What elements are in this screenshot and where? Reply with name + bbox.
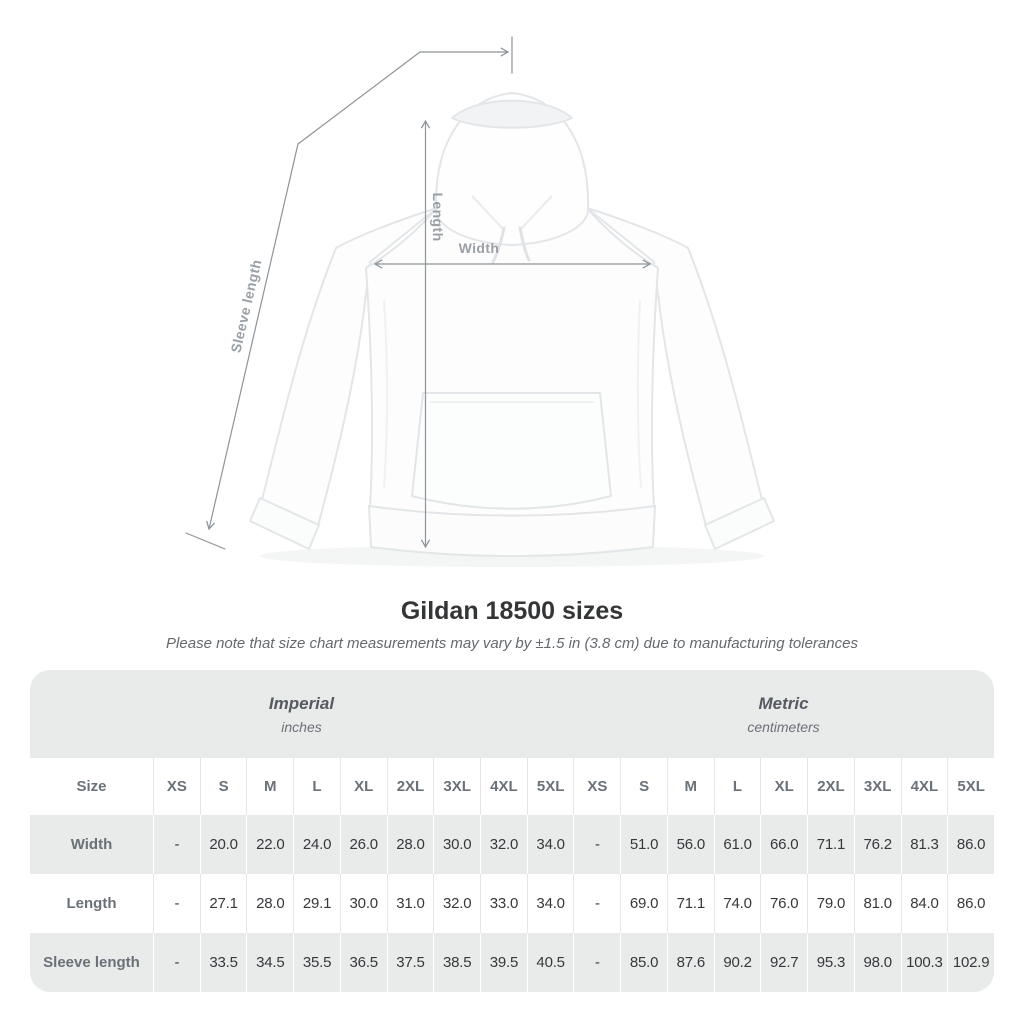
value-cell: 81.3 [901, 815, 948, 874]
value-cell: 33.5 [200, 933, 247, 992]
value-cell: 34.5 [246, 933, 293, 992]
chart-heading [0, 597, 1024, 652]
value-cell: 92.7 [760, 933, 807, 992]
value-cell: 28.0 [246, 874, 293, 933]
value-cell: 29.1 [293, 874, 340, 933]
value-cell: 27.1 [200, 874, 247, 933]
value-cell: 22.0 [246, 815, 293, 874]
size-header-cell: XS [153, 758, 200, 815]
value-cell: 34.0 [527, 815, 574, 874]
value-cell: 74.0 [714, 874, 761, 933]
size-header-cell: S [620, 758, 667, 815]
metric-unit-label: centimeters [747, 718, 820, 735]
size-header-cell: 2XL [387, 758, 434, 815]
size-header-cell: 3XL [433, 758, 480, 815]
size-header-cell: 5XL [527, 758, 574, 815]
width-label: Width [458, 240, 500, 256]
value-cell: 86.0 [947, 815, 994, 874]
size-table [30, 670, 994, 992]
table-row-sleeve-length [30, 933, 994, 992]
value-cell: 32.0 [433, 874, 480, 933]
value-cell: 35.5 [293, 933, 340, 992]
value-cell: 26.0 [340, 815, 387, 874]
size-header-cell: L [293, 758, 340, 815]
size-header-row [30, 758, 994, 815]
size-header-cell: 4XL [901, 758, 948, 815]
size-header-cell: 3XL [854, 758, 901, 815]
value-cell: 61.0 [714, 815, 761, 874]
value-cell: 28.0 [387, 815, 434, 874]
size-header-cell: XL [760, 758, 807, 815]
metric-label: Metric [758, 693, 809, 713]
hoodie-hood-opening [452, 101, 572, 128]
row-label: Width [70, 836, 113, 853]
value-cell: 56.0 [667, 815, 714, 874]
value-cell: 95.3 [807, 933, 854, 992]
value-cell: 36.5 [340, 933, 387, 992]
size-header-cell: M [667, 758, 714, 815]
hoodie-pocket [412, 393, 611, 509]
length-label: Length [430, 192, 446, 242]
value-cell: 31.0 [387, 874, 434, 933]
imperial-unit-label: inches [281, 718, 322, 735]
size-header-cell: XS [573, 758, 620, 815]
value-cell: 86.0 [947, 874, 994, 933]
value-cell: - [153, 815, 200, 874]
value-cell: 40.5 [527, 933, 574, 992]
value-cell: 84.0 [901, 874, 948, 933]
value-cell: - [153, 933, 200, 992]
size-header-cell: L [714, 758, 761, 815]
metric-group-header [573, 670, 994, 758]
value-cell: 87.6 [667, 933, 714, 992]
value-cell: 66.0 [760, 815, 807, 874]
value-cell: 76.0 [760, 874, 807, 933]
value-cell: 38.5 [433, 933, 480, 992]
value-cell: 30.0 [340, 874, 387, 933]
size-header-cell: S [200, 758, 247, 815]
row-label: Sleeve length [43, 954, 140, 971]
size-header-cell: XL [340, 758, 387, 815]
table-row-length [30, 874, 994, 933]
value-cell: 98.0 [854, 933, 901, 992]
value-cell: 76.2 [854, 815, 901, 874]
size-corner-header: Size [76, 778, 107, 795]
table-row-width [30, 815, 994, 874]
value-cell: 34.0 [527, 874, 574, 933]
sleeve-length-label: Sleeve length [227, 257, 265, 355]
value-cell: 90.2 [714, 933, 761, 992]
unit-group-row [30, 670, 994, 758]
page-title: Gildan 18500 sizes [400, 597, 624, 625]
row-label: Length [66, 895, 117, 912]
size-header-cell: M [246, 758, 293, 815]
value-cell: - [573, 815, 620, 874]
imperial-group-header [30, 670, 573, 758]
value-cell: 33.0 [480, 874, 527, 933]
size-header-cell: 4XL [480, 758, 527, 815]
hoodie-illustration [250, 93, 774, 567]
value-cell: 81.0 [854, 874, 901, 933]
tolerance-note: Please note that size chart measurements may vary by ±1.5 in (3.8 cm) due to manufacturing tolerances [166, 635, 858, 652]
value-cell: 20.0 [200, 815, 247, 874]
value-cell: - [573, 874, 620, 933]
value-cell: - [573, 933, 620, 992]
value-cell: 39.5 [480, 933, 527, 992]
value-cell: 30.0 [433, 815, 480, 874]
value-cell: 51.0 [620, 815, 667, 874]
cuff-tick-line [186, 533, 225, 549]
imperial-label: Imperial [268, 693, 335, 713]
value-cell: 100.3 [901, 933, 948, 992]
value-cell: 32.0 [480, 815, 527, 874]
value-cell: 69.0 [620, 874, 667, 933]
value-cell: 24.0 [293, 815, 340, 874]
value-cell: 102.9 [947, 933, 994, 992]
value-cell: - [153, 874, 200, 933]
value-cell: 71.1 [667, 874, 714, 933]
value-cell: 79.0 [807, 874, 854, 933]
value-cell: 37.5 [387, 933, 434, 992]
value-cell: 71.1 [807, 815, 854, 874]
size-header-cell: 5XL [947, 758, 994, 815]
size-header-cell: 2XL [807, 758, 854, 815]
value-cell: 85.0 [620, 933, 667, 992]
